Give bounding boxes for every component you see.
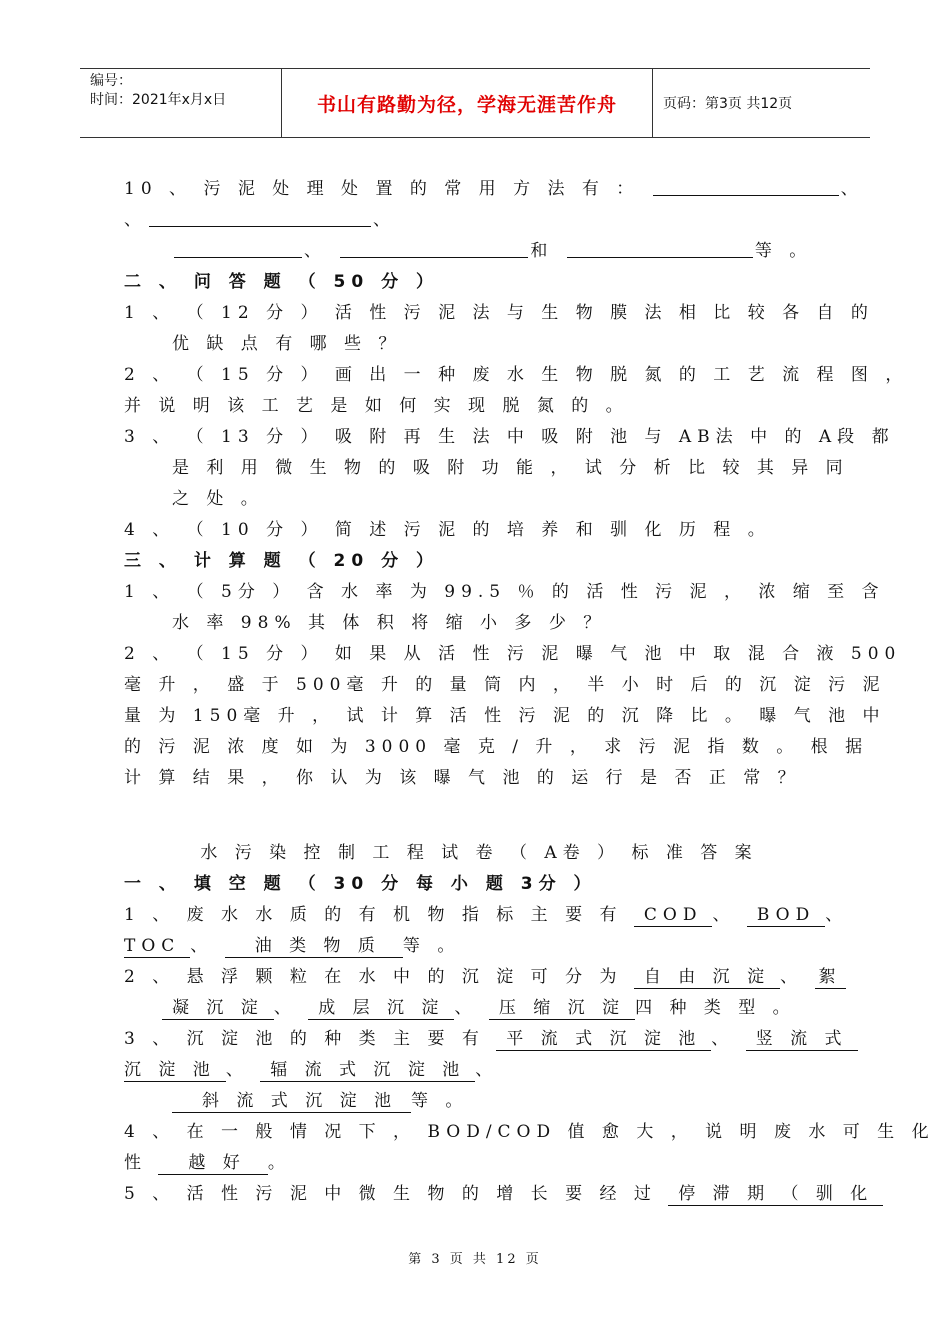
a2-line-1: 2 、 悬 浮 颗 粒 在 水 中 的 沉 淀 可 分 为 自 由 沉 淀 、 絮	[124, 964, 834, 995]
q10-line-3: 、 和 等 。	[124, 238, 834, 269]
a1-answer-2: BOD	[747, 904, 825, 927]
s2-q2-line-2: 并 说 明 该 工 艺 是 如 何 实 现 脱 氮 的 。	[124, 396, 629, 416]
header-meta	[80, 69, 282, 137]
s3-q1-line-2: 水 率 98% 其 体 积 将 缩 小 多 少 ？	[172, 613, 607, 633]
s2-q2-line-1: 2 、 （ 15 分 ） 画 出 一 种 废 水 生 物 脱 氮 的 工 艺 流 程 图 ，	[124, 365, 909, 385]
a2-answer-1: 自 由 沉 淀	[634, 966, 780, 989]
a1-line-2: TOC 、 油 类 物 质 等 。	[124, 936, 461, 956]
q10-blank-3	[174, 239, 302, 258]
a3-line-1: 3 、 沉 淀 池 的 种 类 主 要 有 平 流 式 沉 淀 池 、 竖 流 式	[124, 1026, 834, 1057]
a3-answer-2-part-b: 沉 淀 池	[124, 1059, 226, 1082]
a4-line-1: 4 、 在 一 般 情 况 下 ， BOD/COD 值 愈 大 ， 说 明 废 水 可 生 化	[124, 1122, 935, 1142]
answers-section1-title: 一 、 填 空 题 （ 30 分 每 小 题 3分 ）	[124, 874, 597, 894]
header-page-label: 页码：第3页 共12页	[663, 96, 793, 112]
s3-q2-line-3: 量 为 150毫 升 ， 试 计 算 活 性 污 泥 的 沉 降 比 。 曝 气 池 中	[124, 706, 886, 726]
s2-q3-line-2: 是 利 用 微 生 物 的 吸 附 功 能 ， 试 分 析 比 较 其 异 同	[172, 458, 849, 478]
s3-q2-line-4: 的 污 泥 浓 度 如 为 3000 毫 克 / 升 ， 求 污 泥 指 数 。 根 据	[124, 737, 869, 757]
a2-answer-2-part-a: 絮	[815, 966, 846, 989]
a4-answer: 越 好	[158, 1152, 267, 1175]
s3-q2-line-1: 2 、 （ 15 分 ） 如 果 从 活 性 污 泥 曝 气 池 中 取 混 合 液 500	[124, 644, 902, 664]
q10-blank-4	[340, 239, 528, 258]
section2-title: 二 、 问 答 题 （ 50 分 ）	[124, 272, 440, 292]
a3-answer-4: 斜 流 式 沉 淀 池	[172, 1090, 411, 1113]
time-label: 时间：2021年x月x日	[90, 92, 227, 108]
a1-line-1: 1 、 废 水 水 质 的 有 机 物 指 标 主 要 有 COD 、 BOD 、	[124, 905, 849, 925]
page-footer: 第 3 页 共 12 页	[408, 1252, 542, 1267]
q10-prefix: 10 、 污 泥 处 理 处 置 的 常 用 方 法 有 ：	[124, 179, 640, 199]
a2-answer-2-part-b: 凝 沉 淀	[162, 997, 274, 1020]
s2-q3-line-3: 之 处 。	[172, 489, 264, 509]
q10-blank-1	[653, 177, 839, 196]
q10-blank-2	[149, 208, 371, 227]
exam-content	[124, 176, 935, 1212]
section3-title: 三 、 计 算 题 （ 20 分 ）	[124, 551, 440, 571]
s2-q3-line-1: 3 、 （ 13 分 ） 吸 附 再 生 法 中 吸 附 池 与 AB法 中 的 A段 都	[124, 427, 895, 447]
s3-q1-line-1: 1 、 （ 5分 ） 含 水 率 为 99.5 ％ 的 活 性 污 泥 ， 浓 缩 至 含	[124, 582, 885, 602]
a3-line-2: 沉 淀 池 、 辐 流 式 沉 淀 池 、	[124, 1060, 499, 1080]
a5-answer: 停 滞 期 （ 驯 化	[668, 1183, 883, 1206]
a1-answer-3: TOC	[124, 935, 190, 958]
page-header	[80, 68, 870, 138]
q10-blank-5	[567, 239, 753, 258]
a2-answer-4: 压 缩 沉 淀	[489, 997, 635, 1020]
s3-q2-line-2: 毫 升 ， 盛 于 500毫 升 的 量 筒 内 ， 半 小 时 后 的 沉 淀 污 泥	[124, 675, 886, 695]
a3-answer-3: 辐 流 式 沉 淀 池	[260, 1059, 475, 1082]
answers-title: 水 污 染 控 制 工 程 试 卷 （ A卷 ） 标 准 答 案	[200, 843, 758, 863]
number-label: 编号：	[90, 73, 132, 89]
a1-answer-1: COD	[634, 904, 713, 927]
s2-q1-line-1: 1 、 （ 12 分 ） 活 性 污 泥 法 与 生 物 膜 法 相 比 较 各 自 的	[124, 303, 874, 323]
q10-line-2: 、 、	[124, 210, 396, 230]
q10-line-1: 10 、 污 泥 处 理 处 置 的 常 用 方 法 有 ： 、	[124, 179, 864, 199]
a5-line-1: 5 、 活 性 污 泥 中 微 生 物 的 增 长 要 经 过 停 滞 期 （ 驯 化	[124, 1181, 834, 1212]
a2-answer-3: 成 层 沉 淀	[308, 997, 454, 1020]
a3-answer-1: 平 流 式 沉 淀 池	[496, 1028, 711, 1051]
header-motto: 书山有路勤为径，学海无涯苦作舟	[282, 69, 653, 137]
s2-q4-line: 4 、 （ 10 分 ） 简 述 污 泥 的 培 养 和 驯 化 历 程 。	[124, 520, 771, 540]
spacer	[124, 796, 834, 840]
a3-line-3: 斜 流 式 沉 淀 池 等 。	[124, 1088, 834, 1119]
a3-answer-2-part-a: 竖 流 式	[746, 1028, 858, 1051]
a4-line-2: 性 越 好 。	[124, 1153, 291, 1173]
s2-q1-line-2: 优 缺 点 有 哪 些 ？	[172, 334, 402, 354]
a2-line-2: 凝 沉 淀 、 成 层 沉 淀 、 压 缩 沉 淀 四 种 类 型 。	[124, 995, 834, 1026]
a1-answer-4: 油 类 物 质	[225, 935, 403, 958]
s3-q2-line-5: 计 算 结 果 ， 你 认 为 该 曝 气 池 的 运 行 是 否 正 常 ？	[124, 768, 801, 788]
